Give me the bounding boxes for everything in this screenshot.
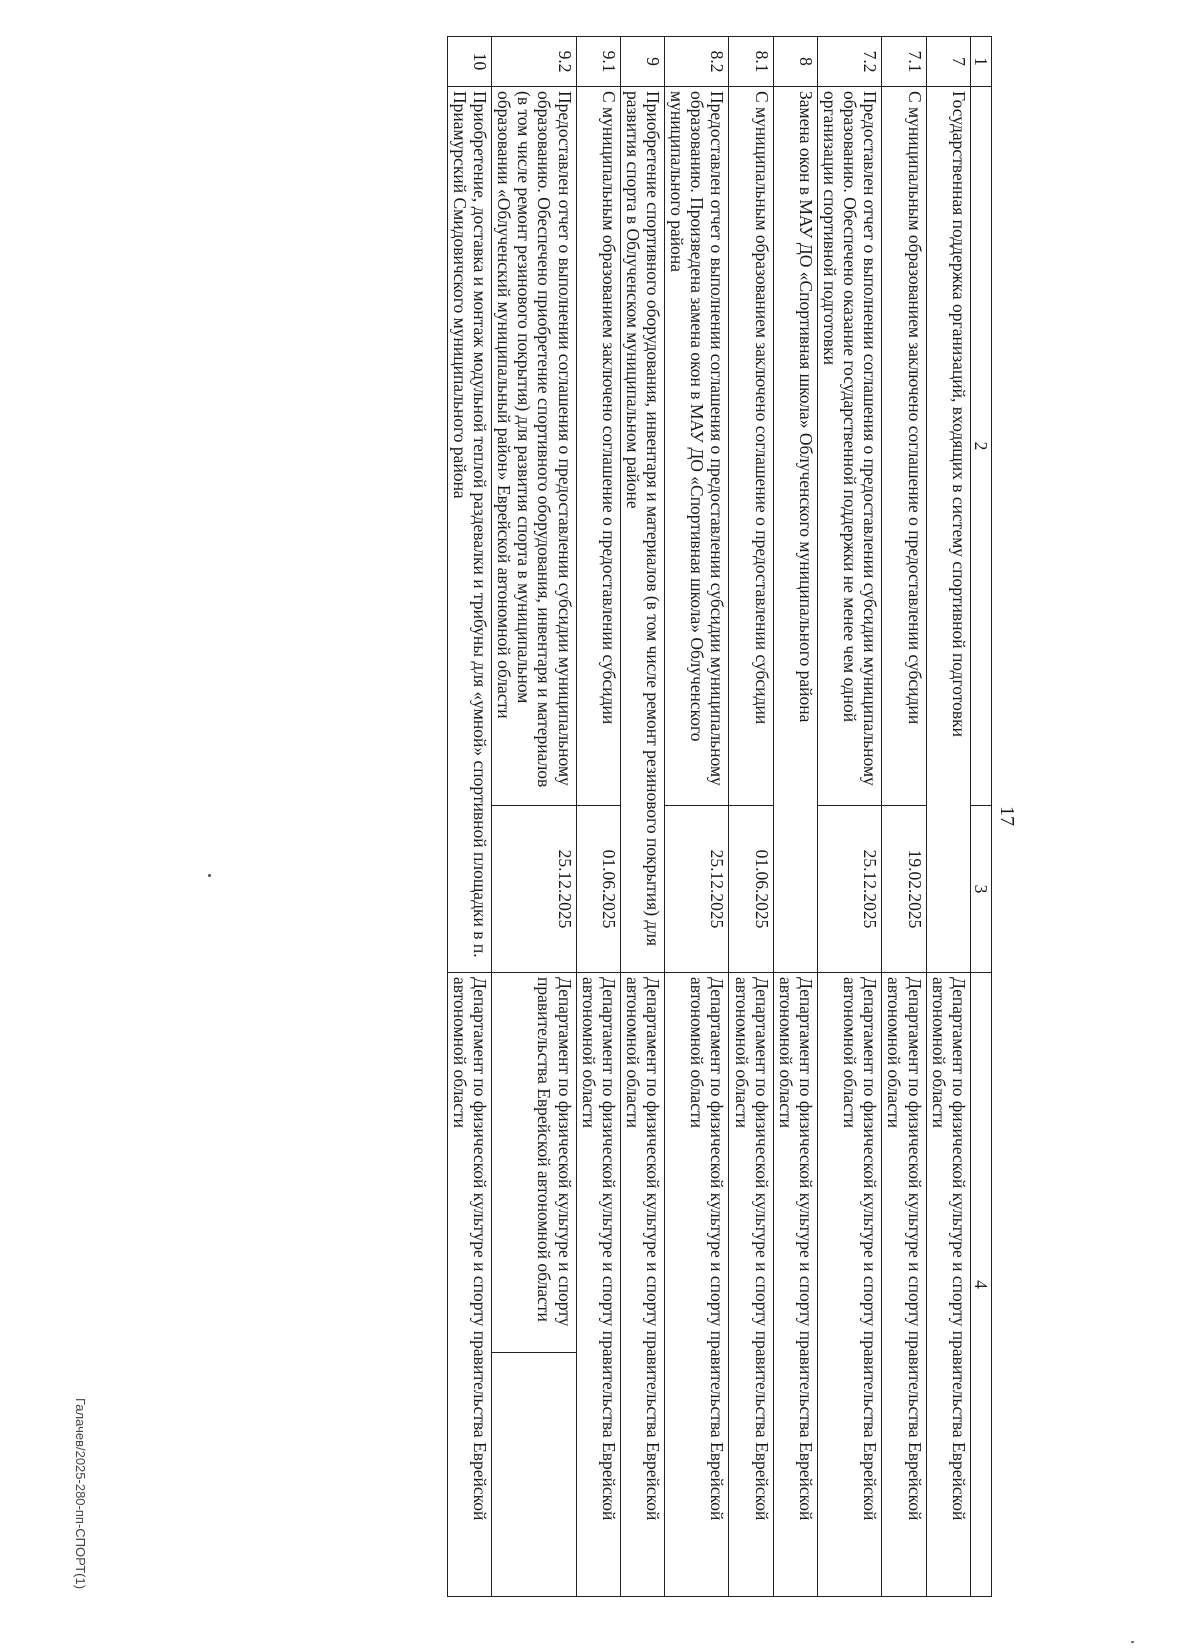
row-date: 25.12.2025 (818, 806, 882, 973)
row-number: 7 (926, 37, 970, 87)
row-number: 8 (773, 37, 817, 87)
rotated-table-block (118, 36, 1018, 1596)
row-responsible: Департамент по физической культуре и спорту правительства Еврейской автономной области (773, 973, 817, 1597)
row-description: Замена окон в МАУ ДО «Спортивная школа» Облученского муниципального района (773, 87, 817, 973)
row-date: 01.06.2025 (729, 806, 773, 973)
row-responsible: Департамент по физической культуре и спорту правительства Еврейской автономной области (665, 973, 729, 1597)
table-row (447, 37, 491, 1597)
row-number: 7.1 (882, 37, 926, 87)
header-cell-3: 3 (970, 806, 991, 973)
table-header-row (970, 37, 991, 1597)
table-row (773, 37, 817, 1597)
row-date: 25.12.2025 (665, 806, 729, 973)
row-responsible: Департамент по физической культуре и спорту правительства Еврейской автономной области (620, 973, 664, 1597)
header-cell-4: 4 (970, 973, 991, 1597)
row-description: Приобретение, доставка и монтаж модульной теплой раздевалки и трибуны для «умной» спортивной площадки в п. Приамурский Смидовичского муниципального района (447, 87, 491, 973)
row-description: Предоставлен отчет о выполнении соглашения о предоставлении субсидии муниципальному образованию. Обеспечено приобретение спортивного оборудования, инвентаря и материалов (в том числе ремонт резинового покрытия) для развития спорта в муниципальном образовании «Облученский муниципальный район» Еврейской автономной области (492, 87, 577, 806)
row-number: 7.2 (818, 37, 882, 87)
table-row (818, 37, 882, 1597)
table-row (665, 37, 729, 1597)
row-description: Приобретение спортивного оборудования, инвентаря и материалов (в том числе ремонт резинового покрытия) для развития спорта в Облученском муниципальном районе (620, 87, 664, 973)
row-description: С муниципальным образованием заключено соглашение о предоставлении субсидии (882, 87, 926, 806)
page-number: 17 (996, 806, 1018, 826)
row-description: Предоставлен отчет о выполнении соглашения о предоставлении субсидии муниципальному образованию. Обеспечено оказание государственной поддержки не менее чем одной организации спортивной подготовки (818, 87, 882, 806)
plan-table (447, 36, 992, 1597)
empty-cell (492, 1353, 577, 1597)
table-row (729, 37, 773, 1597)
table-body (447, 37, 991, 1597)
row-number: 8.2 (665, 37, 729, 87)
row-responsible: Департамент по физической культуре и спорту правительства Еврейской автономной области (818, 973, 882, 1597)
table-row (620, 37, 664, 1597)
scan-speck (1131, 1641, 1134, 1643)
row-number: 9 (620, 37, 664, 87)
row-date: 25.12.2025 (492, 806, 577, 973)
table-row (882, 37, 926, 1597)
table-row (492, 37, 577, 1597)
row-date: 01.06.2025 (576, 806, 620, 973)
table-row (576, 37, 620, 1597)
header-cell-1: 1 (970, 37, 991, 87)
row-description: Государственная поддержка организаций, входящих в систему спортивной подготовки (926, 87, 970, 973)
row-responsible: Департамент по физической культуре и спорту правительства Еврейской автономной области (729, 973, 773, 1597)
row-date: 19.02.2025 (882, 806, 926, 973)
header-cell-2: 2 (970, 87, 991, 806)
table-row (926, 37, 970, 1597)
scan-speck (208, 874, 211, 877)
row-number: 9.1 (576, 37, 620, 87)
row-responsible: Департамент по физической культуре и спорту правительства Еврейской автономной области (882, 973, 926, 1597)
row-description: С муниципальным образованием заключено соглашение о предоставлении субсидии (729, 87, 773, 806)
row-number: 10 (447, 37, 491, 87)
row-responsible: Департамент по физической культуре и спорту правительства Еврейской автономной области (926, 973, 970, 1597)
row-description: С муниципальным образованием заключено соглашение о предоставлении субсидии (576, 87, 620, 806)
row-number: 9.2 (492, 37, 577, 87)
row-responsible: Департамент по физической культуре и спорту правительства Еврейской автономной области (576, 973, 620, 1597)
row-number: 8.1 (729, 37, 773, 87)
row-description: Предоставлен отчет о выполнении соглашения о предоставлении субсидии муниципальному образованию. Произведена замена окон в МАУ ДО «Спортивная школа» Облученского муниципального района (665, 87, 729, 806)
row-responsible: Департамент по физической культуре и спорту правительства Еврейской автономной области (447, 973, 491, 1597)
row-responsible: Департамент по физической культуре и спорту правительства Еврейской автономной области (492, 973, 577, 1353)
file-path-footer: Галачев/2025-280-пп-СПОРТ(1) (73, 1398, 88, 1590)
